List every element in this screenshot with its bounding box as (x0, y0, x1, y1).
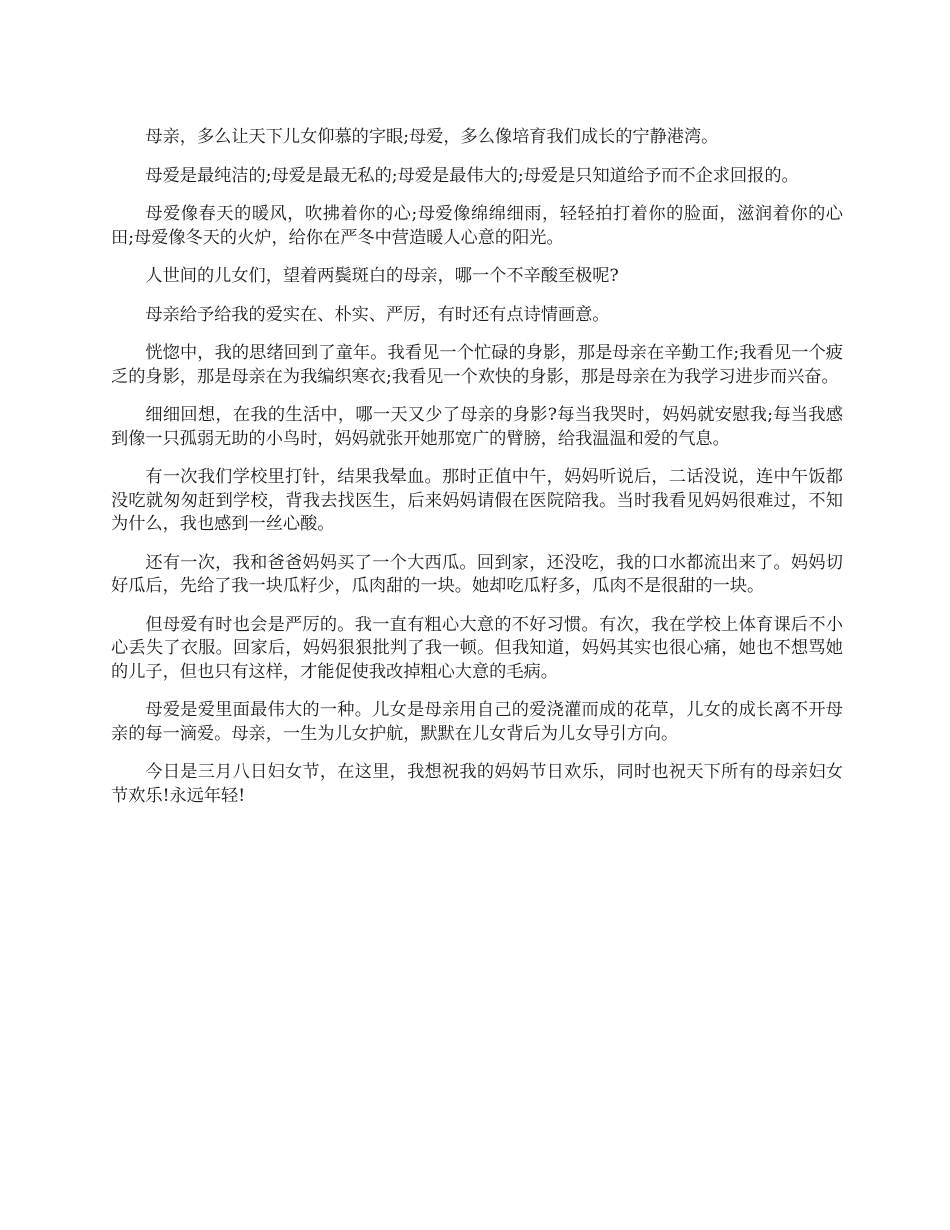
paragraph-7: 细细回想，在我的生活中，哪一天又少了母亲的身影?每当我哭时，妈妈就安慰我;每当我感到像一只孤弱无助的小鸟时，妈妈就张开她那宽广的臂膀，给我温温和爱的气息。 (111, 405, 843, 449)
paragraph-3: 母爱像春天的暖风，吹拂着你的心;母爱像绵绵细雨，轻轻拍打着你的脸面，滋润着你的心田;母爱像冬天的火炉，给你在严冬中营造暖人心意的阳光。 (111, 204, 843, 248)
paragraph-6: 恍惚中，我的思绪回到了童年。我看见一个忙碌的身影，那是母亲在辛勤工作;我看见一个疲乏的身影，那是母亲在为我编织寒衣;我看见一个欢快的身影，那是母亲在为我学习进步而兴奋。 (111, 343, 843, 387)
paragraph-4: 人世间的儿女们，望着两鬓斑白的母亲，哪一个不辛酸至极呢? (145, 266, 619, 286)
paragraph-11: 母爱是爱里面最伟大的一种。儿女是母亲用自己的爱浇灌而成的花草，儿女的成长离不开母亲的每一滴爱。母亲，一生为儿女护航，默默在儿女背后为儿女导引方向。 (111, 700, 843, 744)
paragraph-10: 但母爱有时也会是严厉的。我一直有粗心大意的不好习惯。有次，我在学校上体育课后不小心丢失了衣服。回家后，妈妈狠狠批判了我一顿。但我知道，妈妈其实也很心痛，她也不想骂她的儿子，但也只有这样，才能促使我改掉粗心大意的毛病。 (111, 614, 843, 682)
paragraph-8: 有一次我们学校里打针，结果我晕血。那时正值中午，妈妈听说后，二话没说，连中午饭都没吃就匆匆赶到学校，背我去找医生，后来妈妈请假在医院陪我。当时我看见妈妈很难过，不知为什么，我也感到一丝心酸。 (111, 467, 843, 534)
paragraph-1: 母亲，多么让天下儿女仰慕的字眼;母爱，多么像培育我们成长的宁静港湾。 (145, 127, 719, 147)
paragraph-9: 还有一次，我和爸爸妈妈买了一个大西瓜。回到家，还没吃，我的口水都流出来了。妈妈切好瓜后，先给了我一块瓜籽少，瓜肉甜的一块。她却吃瓜籽多，瓜肉不是很甜的一块。 (111, 552, 843, 596)
document-body (111, 126, 843, 823)
paragraph-12: 今日是三月八日妇女节，在这里，我想祝我的妈妈节日欢乐，同时也祝天下所有的母亲妇女节欢乐!永远年轻! (111, 762, 843, 806)
paragraph-2: 母爱是最纯洁的;母爱是最无私的;母爱是最伟大的;母爱是只知道给予而不企求回报的。 (145, 165, 799, 186)
paragraph-5: 母亲给予给我的爱实在、朴实、严厉，有时还有点诗情画意。 (145, 304, 610, 325)
